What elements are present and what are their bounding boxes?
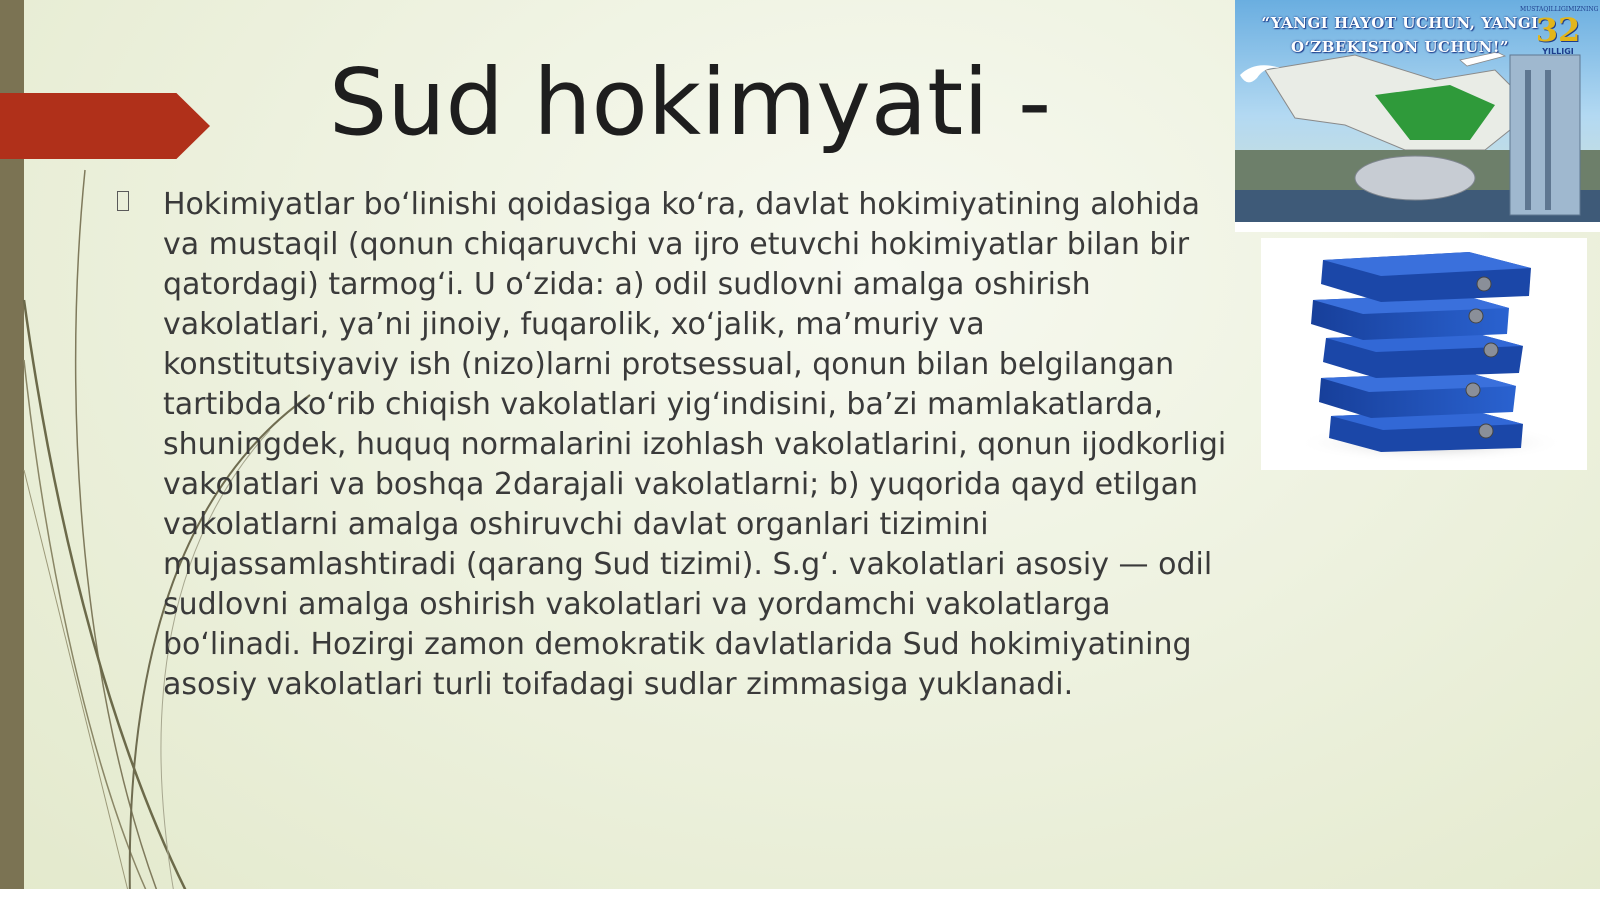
bullet-icon <box>117 191 129 211</box>
independence-banner-image <box>1235 0 1600 232</box>
banner-slogan-line-2: O‘ZBEKISTON UCHUN!” <box>1290 38 1510 56</box>
books-stack-graphic <box>1261 238 1587 470</box>
bottom-strip <box>0 889 1600 899</box>
badge-number: 32 <box>1535 11 1581 49</box>
title-arrow-tab <box>0 93 210 159</box>
blue-books-image <box>1261 238 1587 470</box>
badge-arc-text: MUSTAQILLIGIMIZNING <box>1520 6 1599 13</box>
badge-word: YILLIGI <box>1542 47 1574 56</box>
banner-slogan-line-1: “YANGI HAYOT UCHUN, YANGI <box>1261 14 1539 32</box>
slide-body-text: Hokimiyatlar bo‘linishi qoidasiga ko‘ra, davlat hokimiyatining alohida va mustaqil (qonun chiqaruvchi va ijro etuvchi hokimiyatlar bilan bir qatordagi) tarmog‘i. U o‘zida: a) odil sudlovni amalga oshirish vakolatlari, ya’ni jinoiy, fuqarolik, xo‘jalik, ma’muriy va konstitutsiyaviy ish (nizo)larni protsessual, qonun bilan belgilangan tartibda ko‘rib chiqish vakolatlari yig‘indisini, ba’zi mamlakatlarda, shuningdek, huquq normalarini izohlash vakolatlarini, qonun ijodkorligi vakolatlari va boshqa 2darajali vakolatlarni; b) yuqorida qayd etilgan vakolatlarni amalga oshiruvchi davlat organlari tizimini mujassamlashtiradi (qarang Sud tizimi). S.g‘. vakolatlari asosiy — odil sudlovni amalga oshirish vakolatlari va yordamchi vakolatlarga bo‘linadi. Hozirgi zamon demokratik davlatlarida Sud hokimiyatining asosiy vakolatlari turli toifadagi sudlar zimmasiga yuklanadi. <box>163 187 1227 702</box>
slide-title: Sud hokimyati - <box>328 49 1052 156</box>
anniversary-badge <box>1520 4 1599 74</box>
